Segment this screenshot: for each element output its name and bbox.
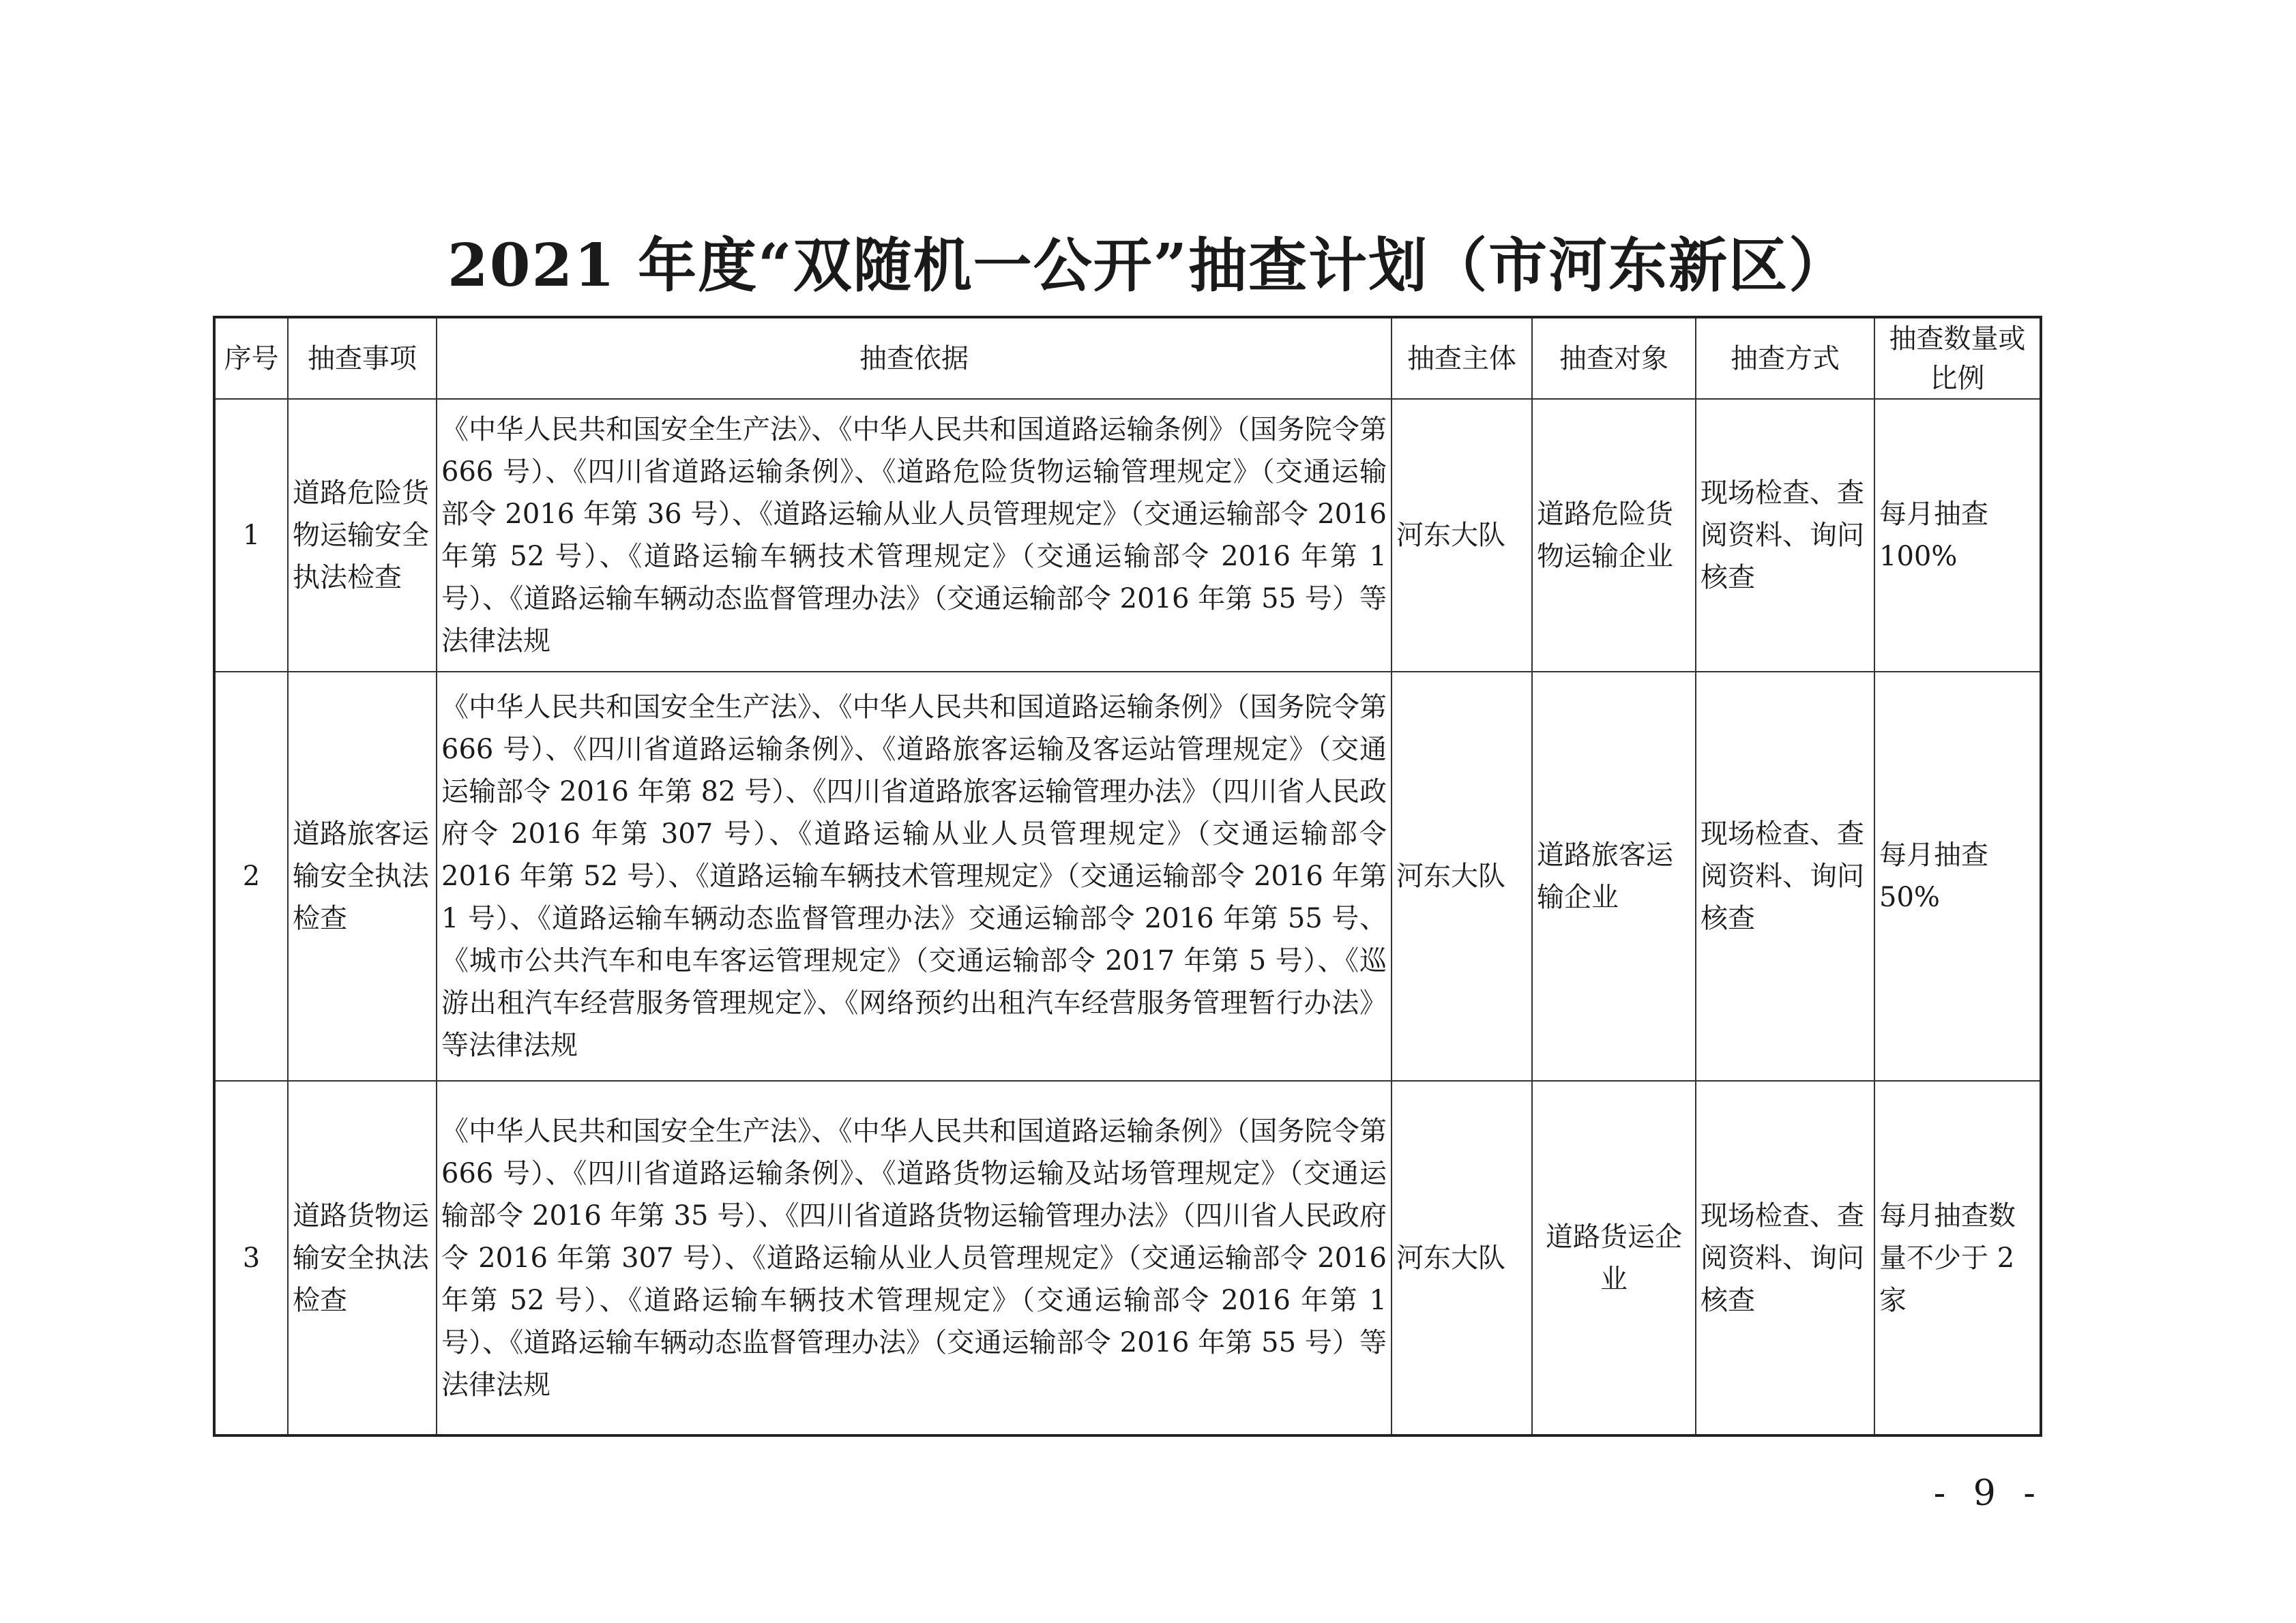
header-target: 抽查对象 [1532, 317, 1696, 399]
row-item: 道路货物运输安全执法检查 [288, 1081, 437, 1435]
row-ratio: 每月抽查50% [1874, 672, 2041, 1081]
inspection-plan-table [213, 316, 2042, 1437]
table-row [214, 399, 2041, 672]
row-basis: 《中华人民共和国安全生产法》、《中华人民共和国道路运输条例》（国务院令第 666 号）、《四川省道路运输条例》、《道路货物运输及站场管理规定》（交通运输部令 2016 年第 35 号）、《四川省道路货物运输管理办法》（四川省人民政府令 2016 年第 307 号）、《道路运输从业人员管理规定》（交通运输部令 2016 年第 52 号）、《道路运输车辆技术管理规定》（交通运输部令 2016 年第 1 号）、《道路运输车辆动态监督管理办法》（交通运输部令 2016 年第 55 号）等法律法规 [437, 1081, 1392, 1435]
header-agency: 抽查主体 [1392, 317, 1532, 399]
table-row [214, 672, 2041, 1081]
row-agency: 河东大队 [1392, 1081, 1532, 1435]
row-method: 现场检查、查阅资料、询问核查 [1696, 1081, 1874, 1435]
row-ratio: 每月抽查数量不少于 2 家 [1874, 1081, 2041, 1435]
row-item: 道路旅客运输安全执法检查 [288, 672, 437, 1081]
row-no: 3 [214, 1081, 288, 1435]
page-number: - 9 - [1933, 1473, 2044, 1514]
header-ratio: 抽查数量或比例 [1874, 317, 2041, 399]
table-row [214, 1081, 2041, 1435]
row-target: 道路危险货物运输企业 [1532, 399, 1696, 672]
row-agency: 河东大队 [1392, 672, 1532, 1081]
row-method: 现场检查、查阅资料、询问核查 [1696, 672, 1874, 1081]
row-item: 道路危险货物运输安全执法检查 [288, 399, 437, 672]
header-method: 抽查方式 [1696, 317, 1874, 399]
row-target: 道路旅客运输企业 [1532, 672, 1696, 1081]
row-ratio: 每月抽查100% [1874, 399, 2041, 672]
header-basis: 抽查依据 [437, 317, 1392, 399]
row-no: 2 [214, 672, 288, 1081]
row-target: 道路货运企业 [1532, 1081, 1696, 1435]
row-method: 现场检查、查阅资料、询问核查 [1696, 399, 1874, 672]
header-no: 序号 [214, 317, 288, 399]
page-title: 2021 年度“双随机一公开”抽查计划（市河东新区） [447, 231, 1849, 300]
row-agency: 河东大队 [1392, 399, 1532, 672]
row-basis: 《中华人民共和国安全生产法》、《中华人民共和国道路运输条例》（国务院令第 666 号）、《四川省道路运输条例》、《道路旅客运输及客运站管理规定》（交通运输部令 2016 年第 82 号）、《四川省道路旅客运输管理办法》（四川省人民政府令 2016 年第 307 号）、《道路运输从业人员管理规定》（交通运输部令 2016 年第 52 号）、《道路运输车辆技术管理规定》（交通运输部令 2016 年第 1 号）、《道路运输车辆动态监督管理办法》交通运输部令 2016 年第 55 号、《城市公共汽车和电车客运管理规定》（交通运输部令 2017 年第 5 号）、《巡游出租汽车经营服务管理规定》、《网络预约出租汽车经营服务管理暂行办法》等法律法规 [437, 672, 1392, 1081]
row-basis: 《中华人民共和国安全生产法》、《中华人民共和国道路运输条例》（国务院令第 666 号）、《四川省道路运输条例》、《道路危险货物运输管理规定》（交通运输部令 2016 年第 36 号）、《道路运输从业人员管理规定》（交通运输部令 2016 年第 52 号）、《道路运输车辆技术管理规定》（交通运输部令 2016 年第 1 号）、《道路运输车辆动态监督管理办法》（交通运输部令 2016 年第 55 号）等法律法规 [437, 399, 1392, 672]
table-header-row [214, 317, 2041, 399]
row-no: 1 [214, 399, 288, 672]
header-item: 抽查事项 [288, 317, 437, 399]
